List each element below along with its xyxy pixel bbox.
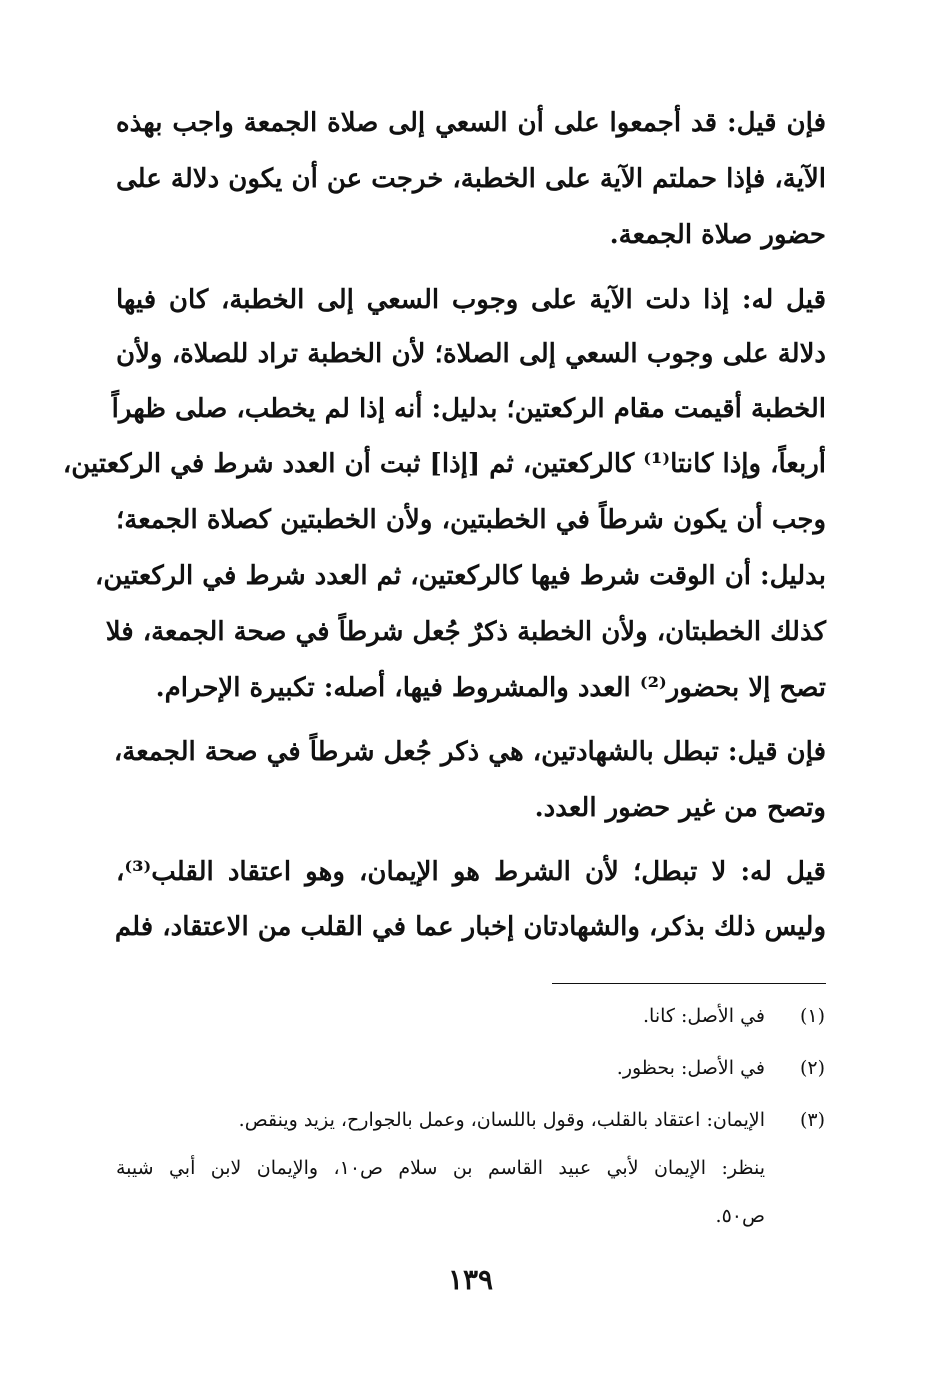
body-line: قيل له: إذا دلت الآية على وجوب السعي إلى الخطبة، كان فيها <box>116 285 826 315</box>
footnote-continuation: ينظر: الإيمان لأبي عبيد القاسم بن سلام ص١٠، والإيمان لابن أبي شيبة <box>116 1157 765 1179</box>
page-number: ١٣٩ <box>447 1263 494 1296</box>
footnote-number: (٢) <box>799 1057 825 1079</box>
body-line: وتصح من غير حضور العدد. <box>534 793 826 823</box>
footnote-number: (٣) <box>799 1109 825 1131</box>
body-line: فإن قيل: تبطل بالشهادتين، هي ذكر جُعل شرطاً في صحة الجمعة، <box>113 737 826 767</box>
footnote-continuation: ص٥٠. <box>715 1205 765 1227</box>
body-line: حضور صلاة الجمعة. <box>609 220 826 250</box>
body-line: أربعاً، وإذا كانتا⁽¹⁾ كالركعتين، ثم [إذا] ثبت أن العدد شرط في الركعتين، <box>62 449 826 479</box>
footnote-number: (١) <box>799 1005 825 1027</box>
body-line: وليس ذلك بذكر، والشهادتان إخبار عما في القلب من الاعتقاد، فلم <box>114 912 826 942</box>
body-line: قيل له: لا تبطل؛ لأن الشرط هو الإيمان، وهو اعتقاد القلب⁽³⁾، <box>116 857 826 887</box>
body-line: كذلك الخطبتان، ولأن الخطبة ذكرٌ جُعل شرطاً في صحة الجمعة، فلا <box>105 617 826 647</box>
body-line: فإن قيل: قد أجمعوا على أن السعي إلى صلاة الجمعة واجب بهذه <box>116 108 826 138</box>
footnote-text: في الأصل: كانا. <box>643 1005 765 1027</box>
body-line: بدليل: أن الوقت شرط فيها كالركعتين، ثم العدد شرط في الركعتين، <box>94 561 826 591</box>
footnote-text: في الأصل: بحظور. <box>616 1057 765 1079</box>
body-line: وجب أن يكون شرطاً في الخطبتين، ولأن الخطبتين كصلاة الجمعة؛ <box>116 505 826 535</box>
body-line: تصح إلا بحضور⁽²⁾ العدد والمشروط فيها، أصله: تكبيرة الإحرام. <box>155 673 826 703</box>
body-line: الخطبة أقيمت مقام الركعتين؛ بدليل: أنه إذا لم يخطب، صلى ظهراً <box>111 394 826 424</box>
footnote-text: الإيمان: اعتقاد بالقلب، وقول باللسان، وعمل بالجوارح، يزيد وينقص. <box>238 1109 765 1131</box>
body-line: الآية، فإذا حملتم الآية على الخطبة، خرجت عن أن يكون دلالة على <box>116 164 826 194</box>
footnote-separator <box>552 983 826 984</box>
body-line: دلالة على وجوب السعي إلى الصلاة؛ لأن الخطبة تراد للصلاة، ولأن <box>116 339 826 369</box>
